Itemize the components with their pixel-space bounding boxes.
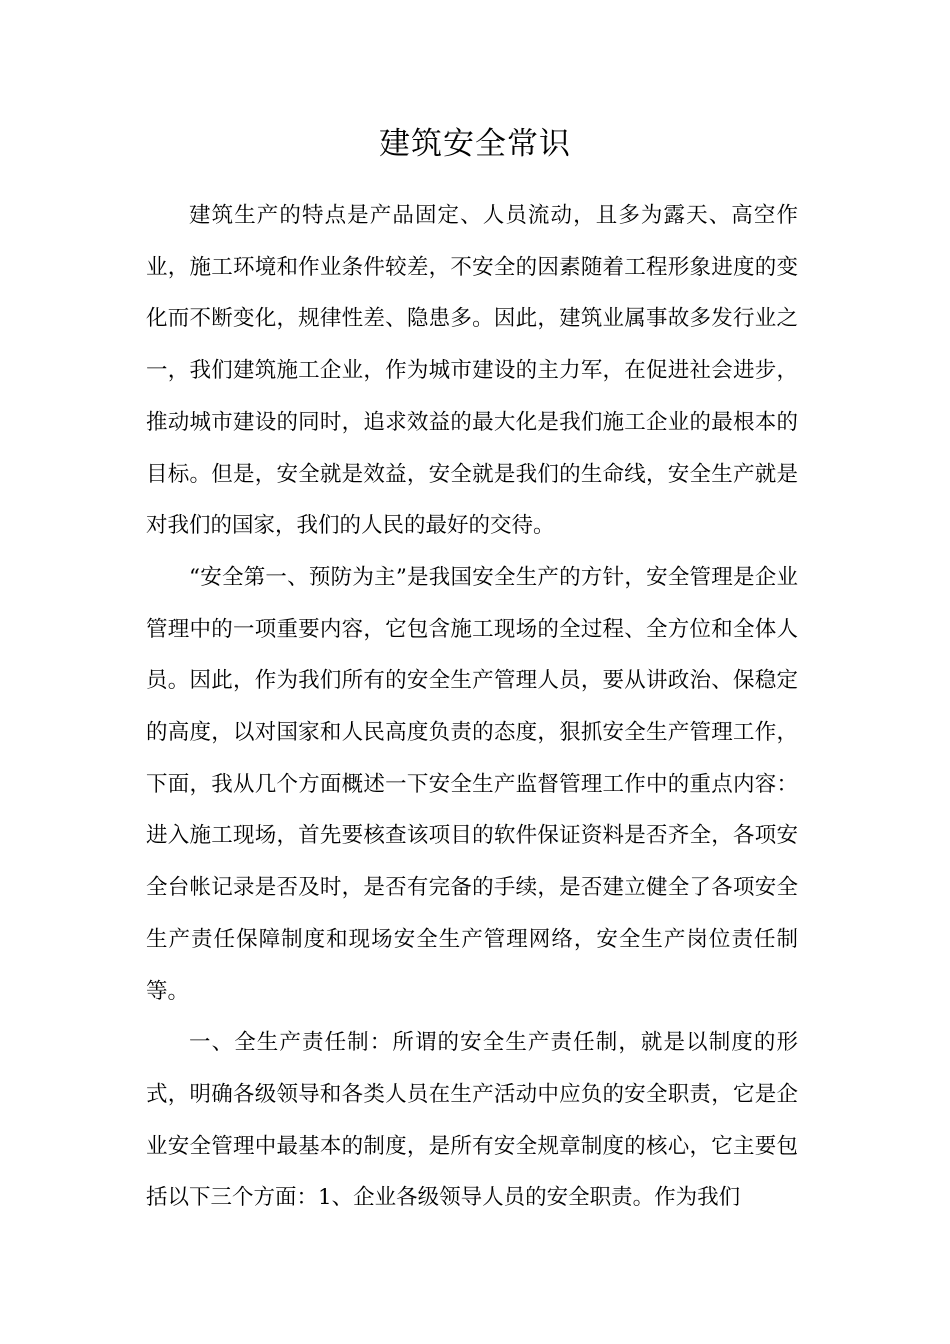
document-body	[146, 190, 798, 1224]
paragraph: 一、全生产责任制：所谓的安全生产责任制，就是以制度的形式，明确各级领导和各类人员在生产活动中应负的安全职责，它是企业安全管理中最基本的制度，是所有安全规章制度的核心，它主要包括以下三个方面：1、企业各级领导人员的安全职责。作为我们	[146, 1030, 798, 1211]
paragraph: “安全第一、预防为主”是我国安全生产的方针，安全管理是企业管理中的一项重要内容，它包含施工现场的全过程、全方位和全体人员。因此，作为我们所有的安全生产管理人员，要从讲政治、保稳定的高度，以对国家和人民高度负责的态度，狠抓安全生产管理工作，下面，我从几个方面概述一下安全生产监督管理工作中的重点内容：进入施工现场，首先要核查该项目的软件保证资料是否齐全，各项安全台帐记录是否及时，是否有完备的手续，是否建立健全了各项安全生产责任保障制度和现场安全生产管理网络，安全生产岗位责任制等。	[146, 564, 798, 1004]
document-title: 建筑安全常识	[379, 126, 571, 162]
paragraph: 建筑生产的特点是产品固定、人员流动，且多为露天、高空作业，施工环境和作业条件较差，不安全的因素随着工程形象进度的变化而不断变化，规律性差、隐患多。因此，建筑业属事故多发行业之一，我们建筑施工企业，作为城市建设的主力军，在促进社会进步，推动城市建设的同时，追求效益的最大化是我们施工企业的最根本的目标。但是，安全就是效益，安全就是我们的生命线，安全生产就是对我们的国家，我们的人民的最好的交待。	[146, 203, 798, 539]
